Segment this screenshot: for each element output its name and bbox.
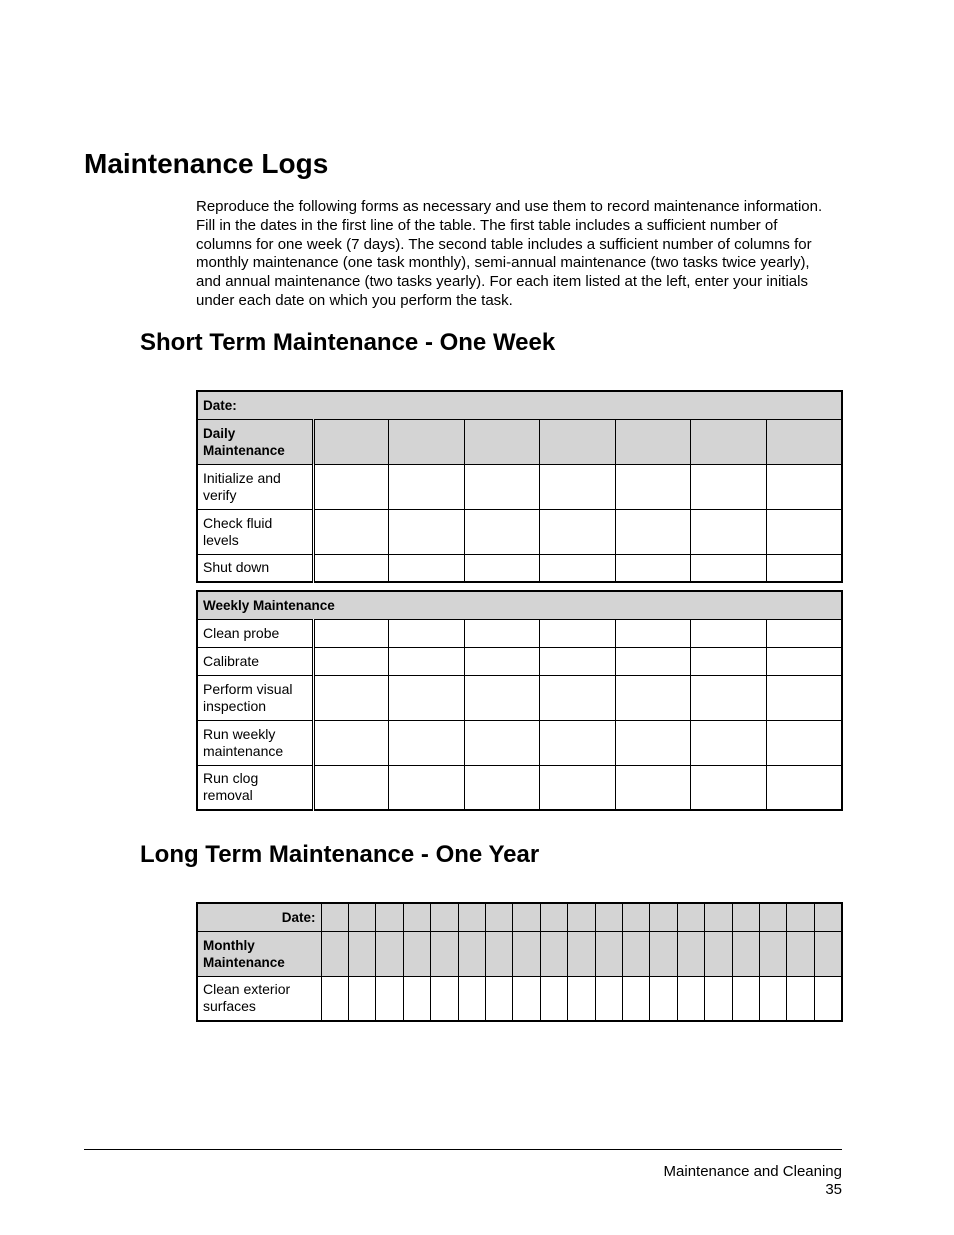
date-cell[interactable] — [321, 931, 348, 976]
initials-cell[interactable] — [691, 554, 767, 582]
date-row — [197, 391, 842, 419]
initials-cell[interactable] — [376, 976, 403, 1021]
initials-cell[interactable] — [691, 619, 767, 647]
date-cell[interactable] — [464, 419, 540, 464]
date-cell[interactable] — [595, 903, 622, 931]
initials-cell[interactable] — [691, 765, 767, 810]
date-cell[interactable] — [732, 903, 759, 931]
table-row — [197, 509, 842, 554]
initials-cell[interactable] — [540, 976, 567, 1021]
initials-cell[interactable] — [766, 464, 842, 509]
initials-cell[interactable] — [766, 720, 842, 765]
initials-cell[interactable] — [691, 720, 767, 765]
date-cell[interactable] — [760, 931, 787, 976]
monthly-header-row — [197, 931, 842, 976]
task-label: Clean probe — [197, 619, 313, 647]
initials-cell[interactable] — [766, 675, 842, 720]
initials-cell[interactable] — [313, 509, 389, 554]
table-row — [197, 720, 842, 765]
page-title: Maintenance Logs — [84, 148, 329, 179]
initials-cell[interactable] — [705, 976, 732, 1021]
date-cell[interactable] — [677, 903, 704, 931]
date-cell[interactable] — [485, 903, 512, 931]
initials-cell[interactable] — [766, 619, 842, 647]
initials-cell[interactable] — [485, 976, 512, 1021]
date-cell[interactable] — [705, 931, 732, 976]
date-cell[interactable] — [787, 931, 814, 976]
table-row — [197, 765, 842, 810]
initials-cell[interactable] — [540, 554, 616, 582]
initials-cell[interactable] — [313, 554, 389, 582]
table-row — [197, 464, 842, 509]
initials-cell[interactable] — [691, 647, 767, 675]
initials-cell[interactable] — [691, 509, 767, 554]
initials-cell[interactable] — [464, 675, 540, 720]
initials-cell[interactable] — [389, 464, 465, 509]
initials-cell[interactable] — [787, 976, 814, 1021]
initials-cell[interactable] — [403, 976, 430, 1021]
footer-divider — [84, 1149, 842, 1150]
initials-cell[interactable] — [540, 619, 616, 647]
initials-cell[interactable] — [321, 976, 348, 1021]
date-cell[interactable] — [732, 931, 759, 976]
footer — [664, 1163, 842, 1199]
initials-cell[interactable] — [313, 765, 389, 810]
date-cell[interactable] — [787, 903, 814, 931]
initials-cell[interactable] — [732, 976, 759, 1021]
daily-header: Daily Maintenance — [197, 419, 313, 464]
date-cell[interactable] — [458, 931, 485, 976]
initials-cell[interactable] — [389, 675, 465, 720]
date-cell[interactable] — [376, 903, 403, 931]
initials-cell[interactable] — [766, 554, 842, 582]
task-label: Shut down — [197, 554, 313, 582]
daily-header-row — [197, 419, 842, 464]
initials-cell[interactable] — [622, 976, 649, 1021]
initials-cell[interactable] — [389, 554, 465, 582]
task-label: Check fluid levels — [197, 509, 313, 554]
initials-cell[interactable] — [691, 464, 767, 509]
initials-cell[interactable] — [389, 509, 465, 554]
date-cell[interactable] — [622, 931, 649, 976]
initials-cell[interactable] — [540, 647, 616, 675]
initials-cell[interactable] — [766, 765, 842, 810]
date-label: Date: — [197, 391, 842, 419]
initials-cell[interactable] — [313, 675, 389, 720]
table-row — [197, 976, 842, 1021]
page-number: 35 — [825, 1181, 842, 1198]
date-cell[interactable] — [814, 931, 842, 976]
initials-cell[interactable] — [595, 976, 622, 1021]
date-cell[interactable] — [677, 931, 704, 976]
monthly-maintenance-table — [196, 902, 843, 1022]
date-row — [197, 903, 842, 931]
initials-cell[interactable] — [615, 464, 691, 509]
weekly-header: Weekly Maintenance — [197, 591, 842, 619]
intro-paragraph: Reproduce the following forms as necessary and use them to record maintenance information. Fill in the dates in the first line of the table. The first table includes a sufficient number of columns for one week (7 days). The second table includes a sufficient number of columns for monthly maintenance (one task monthly), semi-annual maintenance (two tasks twice yearly), and annual maintenance (two tasks yearly). For each item listed at the left, enter your initials under each date on which you perform the task. — [196, 198, 823, 309]
date-cell[interactable] — [513, 903, 540, 931]
date-cell[interactable] — [650, 931, 677, 976]
initials-cell[interactable] — [389, 647, 465, 675]
date-cell[interactable] — [540, 903, 567, 931]
task-label: Run clog removal — [197, 765, 313, 810]
date-cell[interactable] — [540, 931, 567, 976]
initials-cell[interactable] — [313, 464, 389, 509]
initials-cell[interactable] — [313, 647, 389, 675]
weekly-header-row — [197, 591, 842, 619]
initials-cell[interactable] — [464, 509, 540, 554]
initials-cell[interactable] — [677, 976, 704, 1021]
initials-cell[interactable] — [650, 976, 677, 1021]
short-term-title: Short Term Maintenance - One Week — [140, 329, 556, 356]
date-cell[interactable] — [458, 903, 485, 931]
table-row — [197, 647, 842, 675]
initials-cell[interactable] — [540, 464, 616, 509]
initials-cell[interactable] — [389, 765, 465, 810]
date-cell[interactable] — [622, 903, 649, 931]
date-cell[interactable] — [595, 931, 622, 976]
task-label: Clean exterior surfaces — [197, 976, 321, 1021]
initials-cell[interactable] — [389, 720, 465, 765]
initials-cell[interactable] — [540, 720, 616, 765]
date-cell[interactable] — [540, 419, 616, 464]
date-cell[interactable] — [376, 931, 403, 976]
initials-cell[interactable] — [458, 976, 485, 1021]
initials-cell[interactable] — [464, 619, 540, 647]
date-cell[interactable] — [760, 903, 787, 931]
date-cell[interactable] — [389, 419, 465, 464]
date-cell[interactable] — [431, 931, 458, 976]
initials-cell[interactable] — [760, 976, 787, 1021]
date-cell[interactable] — [313, 419, 389, 464]
initials-cell[interactable] — [766, 509, 842, 554]
table-row — [197, 675, 842, 720]
weekly-maintenance-table — [196, 590, 843, 811]
date-cell[interactable] — [403, 903, 430, 931]
initials-cell[interactable] — [348, 976, 375, 1021]
footer-section: Maintenance and Cleaning — [663, 1163, 842, 1180]
initials-cell[interactable] — [615, 765, 691, 810]
initials-cell[interactable] — [615, 720, 691, 765]
date-cell[interactable] — [691, 419, 767, 464]
initials-cell[interactable] — [389, 619, 465, 647]
initials-cell[interactable] — [615, 509, 691, 554]
initials-cell[interactable] — [513, 976, 540, 1021]
initials-cell[interactable] — [540, 509, 616, 554]
date-cell[interactable] — [568, 903, 595, 931]
date-cell[interactable] — [431, 903, 458, 931]
date-cell[interactable] — [650, 903, 677, 931]
initials-cell[interactable] — [540, 765, 616, 810]
monthly-header: Monthly Maintenance — [197, 931, 321, 976]
date-cell[interactable] — [705, 903, 732, 931]
initials-cell[interactable] — [615, 554, 691, 582]
initials-cell[interactable] — [431, 976, 458, 1021]
initials-cell[interactable] — [464, 720, 540, 765]
initials-cell[interactable] — [313, 619, 389, 647]
initials-cell[interactable] — [464, 464, 540, 509]
initials-cell[interactable] — [464, 554, 540, 582]
daily-maintenance-table — [196, 390, 843, 583]
initials-cell[interactable] — [464, 647, 540, 675]
initials-cell[interactable] — [313, 720, 389, 765]
date-cell[interactable] — [348, 903, 375, 931]
initials-cell[interactable] — [766, 647, 842, 675]
date-cell[interactable] — [568, 931, 595, 976]
date-cell[interactable] — [321, 903, 348, 931]
task-label: Run weekly maintenance — [197, 720, 313, 765]
long-term-title: Long Term Maintenance - One Year — [140, 841, 540, 868]
date-cell[interactable] — [348, 931, 375, 976]
date-cell[interactable] — [485, 931, 512, 976]
date-cell[interactable] — [513, 931, 540, 976]
date-cell[interactable] — [814, 903, 842, 931]
date-cell[interactable] — [615, 419, 691, 464]
initials-cell[interactable] — [814, 976, 842, 1021]
initials-cell[interactable] — [615, 647, 691, 675]
initials-cell[interactable] — [464, 765, 540, 810]
date-cell[interactable] — [766, 419, 842, 464]
date-cell[interactable] — [403, 931, 430, 976]
table-row — [197, 554, 842, 582]
initials-cell[interactable] — [540, 675, 616, 720]
table-row — [197, 619, 842, 647]
task-label: Calibrate — [197, 647, 313, 675]
date-label: Date: — [197, 903, 321, 931]
initials-cell[interactable] — [615, 619, 691, 647]
initials-cell[interactable] — [568, 976, 595, 1021]
task-label: Perform visual inspection — [197, 675, 313, 720]
task-label: Initialize and verify — [197, 464, 313, 509]
initials-cell[interactable] — [615, 675, 691, 720]
initials-cell[interactable] — [691, 675, 767, 720]
